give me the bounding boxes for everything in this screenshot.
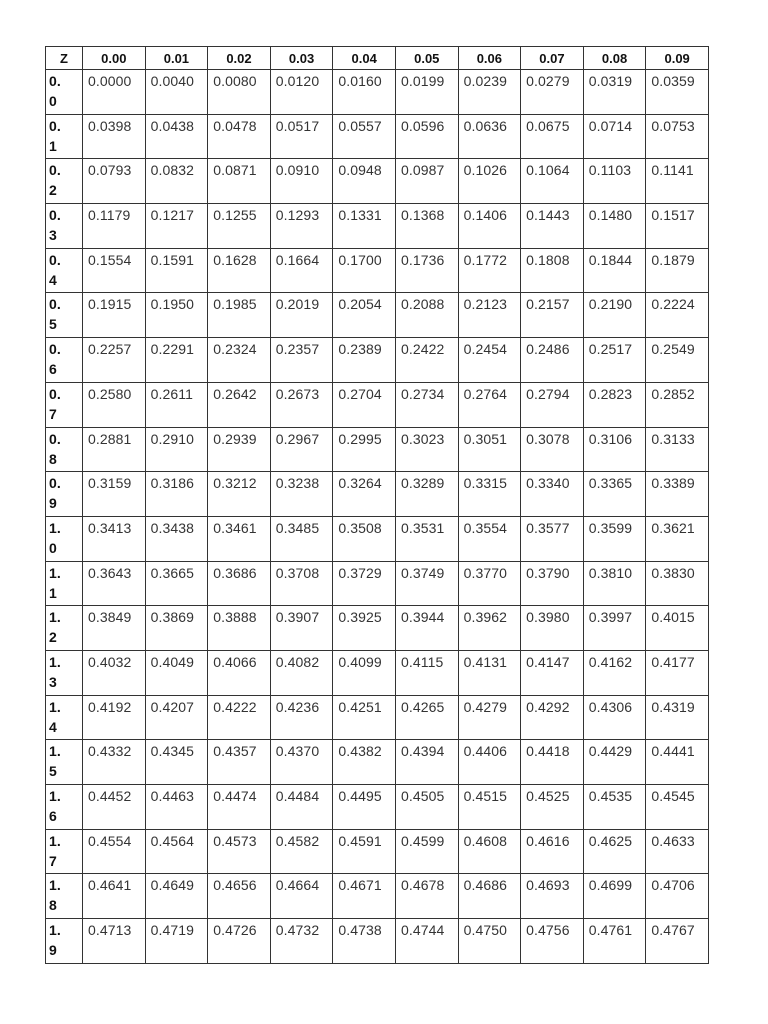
probability-cell: 0.3554 [458, 516, 521, 561]
probability-cell: 0.1217 [145, 204, 208, 249]
probability-cell: 0.1331 [333, 204, 396, 249]
probability-cell: 0.1664 [270, 248, 333, 293]
z-value-part: 0. [49, 251, 61, 268]
probability-cell: 0.3643 [83, 561, 146, 606]
z-value-part: 3 [49, 227, 57, 244]
probability-cell: 0.4671 [333, 874, 396, 919]
z-value-part: 0. [49, 341, 61, 358]
z-value-part: 0. [49, 296, 61, 313]
probability-cell: 0.2422 [395, 338, 458, 383]
probability-cell: 0.4192 [83, 695, 146, 740]
probability-cell: 0.4744 [395, 919, 458, 964]
probability-cell: 0.4345 [145, 740, 208, 785]
probability-cell: 0.2995 [333, 427, 396, 472]
table-row [46, 293, 709, 338]
z-score-table [45, 46, 709, 964]
probability-cell: 0.1064 [521, 159, 584, 204]
probability-cell: 0.2881 [83, 427, 146, 472]
probability-cell: 0.3340 [521, 472, 584, 517]
table-row [46, 561, 709, 606]
probability-cell: 0.3365 [583, 472, 646, 517]
probability-cell: 0.4474 [208, 785, 271, 830]
table-row [46, 70, 709, 115]
probability-cell: 0.4649 [145, 874, 208, 919]
probability-cell: 0.0120 [270, 70, 333, 115]
probability-cell: 0.1808 [521, 248, 584, 293]
header-column-9: 0.08 [583, 47, 646, 70]
probability-cell: 0.0438 [145, 114, 208, 159]
probability-cell: 0.1293 [270, 204, 333, 249]
table-row [46, 472, 709, 517]
probability-cell: 0.4015 [646, 606, 709, 651]
probability-cell: 0.3315 [458, 472, 521, 517]
probability-cell: 0.1591 [145, 248, 208, 293]
z-value-part: 0. [49, 117, 61, 134]
header-column-5: 0.04 [333, 47, 396, 70]
probability-cell: 0.0517 [270, 114, 333, 159]
probability-cell: 0.4564 [145, 829, 208, 874]
probability-cell: 0.4441 [646, 740, 709, 785]
probability-cell: 0.0948 [333, 159, 396, 204]
probability-cell: 0.3621 [646, 516, 709, 561]
probability-cell: 0.0279 [521, 70, 584, 115]
probability-cell: 0.3078 [521, 427, 584, 472]
z-value-part: 0. [49, 475, 61, 492]
probability-cell: 0.1772 [458, 248, 521, 293]
probability-cell: 0.3531 [395, 516, 458, 561]
probability-cell: 0.4706 [646, 874, 709, 919]
probability-cell: 0.0793 [83, 159, 146, 204]
probability-cell: 0.1915 [83, 293, 146, 338]
probability-cell: 0.0160 [333, 70, 396, 115]
z-value-part: 6 [49, 361, 57, 378]
probability-cell: 0.1950 [145, 293, 208, 338]
z-value-cell [46, 248, 83, 293]
probability-cell: 0.0239 [458, 70, 521, 115]
z-value-part: 0. [49, 385, 61, 402]
probability-cell: 0.3980 [521, 606, 584, 651]
probability-cell: 0.0596 [395, 114, 458, 159]
probability-cell: 0.2486 [521, 338, 584, 383]
z-value-part: 1. [49, 609, 61, 626]
header-column-1: 0.00 [83, 47, 146, 70]
probability-cell: 0.3508 [333, 516, 396, 561]
probability-cell: 0.4049 [145, 650, 208, 695]
probability-cell: 0.4515 [458, 785, 521, 830]
table-row [46, 606, 709, 651]
z-value-cell [46, 874, 83, 919]
probability-cell: 0.4279 [458, 695, 521, 740]
probability-cell: 0.4131 [458, 650, 521, 695]
probability-cell: 0.4115 [395, 650, 458, 695]
probability-cell: 0.2967 [270, 427, 333, 472]
table-row [46, 785, 709, 830]
probability-cell: 0.4370 [270, 740, 333, 785]
probability-cell: 0.0000 [83, 70, 146, 115]
probability-cell: 0.4545 [646, 785, 709, 830]
probability-cell: 0.0636 [458, 114, 521, 159]
probability-cell: 0.4738 [333, 919, 396, 964]
z-value-part: 9 [49, 495, 57, 512]
probability-cell: 0.0478 [208, 114, 271, 159]
probability-cell: 0.1255 [208, 204, 271, 249]
probability-cell: 0.1406 [458, 204, 521, 249]
probability-cell: 0.1368 [395, 204, 458, 249]
probability-cell: 0.2642 [208, 382, 271, 427]
probability-cell: 0.2734 [395, 382, 458, 427]
probability-cell: 0.0319 [583, 70, 646, 115]
probability-cell: 0.4582 [270, 829, 333, 874]
header-column-10: 0.09 [646, 47, 709, 70]
z-value-part: 7 [49, 852, 57, 869]
probability-cell: 0.3599 [583, 516, 646, 561]
probability-cell: 0.4463 [145, 785, 208, 830]
z-value-part: 3 [49, 673, 57, 690]
probability-cell: 0.1480 [583, 204, 646, 249]
probability-cell: 0.3186 [145, 472, 208, 517]
table-row [46, 382, 709, 427]
header-column-8: 0.07 [521, 47, 584, 70]
probability-cell: 0.3749 [395, 561, 458, 606]
probability-cell: 0.4332 [83, 740, 146, 785]
probability-cell: 0.4452 [83, 785, 146, 830]
z-value-cell [46, 114, 83, 159]
probability-cell: 0.4641 [83, 874, 146, 919]
z-value-part: 9 [49, 942, 57, 959]
probability-cell: 0.3577 [521, 516, 584, 561]
probability-cell: 0.4732 [270, 919, 333, 964]
z-value-part: 7 [49, 405, 57, 422]
header-column-6: 0.05 [395, 47, 458, 70]
probability-cell: 0.0675 [521, 114, 584, 159]
probability-cell: 0.0871 [208, 159, 271, 204]
z-value-cell [46, 293, 83, 338]
probability-cell: 0.4573 [208, 829, 271, 874]
probability-cell: 0.4207 [145, 695, 208, 740]
probability-cell: 0.4599 [395, 829, 458, 874]
table-row [46, 650, 709, 695]
z-value-part: 1. [49, 832, 61, 849]
probability-cell: 0.2611 [145, 382, 208, 427]
z-value-part: 5 [49, 316, 57, 333]
probability-cell: 0.3438 [145, 516, 208, 561]
probability-cell: 0.3665 [145, 561, 208, 606]
z-value-cell [46, 338, 83, 383]
probability-cell: 0.3159 [83, 472, 146, 517]
table-row [46, 159, 709, 204]
z-value-cell [46, 516, 83, 561]
probability-cell: 0.0557 [333, 114, 396, 159]
probability-cell: 0.1443 [521, 204, 584, 249]
probability-cell: 0.2088 [395, 293, 458, 338]
probability-cell: 0.4750 [458, 919, 521, 964]
probability-cell: 0.4306 [583, 695, 646, 740]
z-value-part: 1 [49, 137, 57, 154]
probability-cell: 0.2673 [270, 382, 333, 427]
z-value-cell [46, 606, 83, 651]
table-row [46, 695, 709, 740]
probability-cell: 0.3925 [333, 606, 396, 651]
z-value-cell [46, 650, 83, 695]
z-value-part: 1. [49, 877, 61, 894]
z-value-part: 0. [49, 430, 61, 447]
probability-cell: 0.1700 [333, 248, 396, 293]
probability-cell: 0.2291 [145, 338, 208, 383]
probability-cell: 0.4147 [521, 650, 584, 695]
z-value-part: 5 [49, 763, 57, 780]
probability-cell: 0.4251 [333, 695, 396, 740]
z-value-part: 0 [49, 93, 57, 109]
probability-cell: 0.1141 [646, 159, 709, 204]
probability-cell: 0.2190 [583, 293, 646, 338]
z-value-part: 1. [49, 922, 61, 939]
probability-cell: 0.1103 [583, 159, 646, 204]
probability-cell: 0.3413 [83, 516, 146, 561]
probability-cell: 0.2224 [646, 293, 709, 338]
probability-cell: 0.4066 [208, 650, 271, 695]
z-value-cell [46, 561, 83, 606]
probability-cell: 0.4591 [333, 829, 396, 874]
z-value-part: 0 [49, 539, 57, 556]
probability-cell: 0.3888 [208, 606, 271, 651]
probability-cell: 0.4767 [646, 919, 709, 964]
table-body [46, 70, 709, 964]
probability-cell: 0.3997 [583, 606, 646, 651]
z-value-cell [46, 70, 83, 115]
table-row [46, 427, 709, 472]
probability-cell: 0.4719 [145, 919, 208, 964]
probability-cell: 0.1517 [646, 204, 709, 249]
table-row [46, 740, 709, 785]
probability-cell: 0.1844 [583, 248, 646, 293]
probability-cell: 0.0753 [646, 114, 709, 159]
probability-cell: 0.3810 [583, 561, 646, 606]
probability-cell: 0.3133 [646, 427, 709, 472]
probability-cell: 0.4082 [270, 650, 333, 695]
probability-cell: 0.3944 [395, 606, 458, 651]
z-value-part: 4 [49, 718, 57, 735]
probability-cell: 0.2549 [646, 338, 709, 383]
probability-cell: 0.1179 [83, 204, 146, 249]
probability-cell: 0.4761 [583, 919, 646, 964]
z-value-cell [46, 695, 83, 740]
probability-cell: 0.4236 [270, 695, 333, 740]
probability-cell: 0.1879 [646, 248, 709, 293]
header-column-2: 0.01 [145, 47, 208, 70]
z-value-part: 1. [49, 653, 61, 670]
z-value-part: 1. [49, 519, 61, 536]
probability-cell: 0.0987 [395, 159, 458, 204]
table-row [46, 114, 709, 159]
probability-cell: 0.3485 [270, 516, 333, 561]
probability-cell: 0.2157 [521, 293, 584, 338]
probability-cell: 0.0832 [145, 159, 208, 204]
header-z: Z [46, 47, 83, 70]
probability-cell: 0.3289 [395, 472, 458, 517]
probability-cell: 0.4099 [333, 650, 396, 695]
probability-cell: 0.4713 [83, 919, 146, 964]
probability-cell: 0.4726 [208, 919, 271, 964]
z-value-part: 2 [49, 629, 57, 646]
probability-cell: 0.4664 [270, 874, 333, 919]
probability-cell: 0.4032 [83, 650, 146, 695]
probability-cell: 0.4162 [583, 650, 646, 695]
probability-cell: 0.4656 [208, 874, 271, 919]
probability-cell: 0.4616 [521, 829, 584, 874]
probability-cell: 0.2764 [458, 382, 521, 427]
header-column-4: 0.03 [270, 47, 333, 70]
z-value-part: 1. [49, 698, 61, 715]
probability-cell: 0.1554 [83, 248, 146, 293]
probability-cell: 0.3790 [521, 561, 584, 606]
probability-cell: 0.3869 [145, 606, 208, 651]
probability-cell: 0.3686 [208, 561, 271, 606]
probability-cell: 0.4429 [583, 740, 646, 785]
probability-cell: 0.0040 [145, 70, 208, 115]
table-row [46, 874, 709, 919]
probability-cell: 0.1628 [208, 248, 271, 293]
z-value-part: 0. [49, 73, 61, 89]
z-value-part: 1 [49, 584, 57, 601]
probability-cell: 0.2939 [208, 427, 271, 472]
probability-cell: 0.2794 [521, 382, 584, 427]
probability-cell: 0.2852 [646, 382, 709, 427]
probability-cell: 0.4693 [521, 874, 584, 919]
probability-cell: 0.4525 [521, 785, 584, 830]
table-row [46, 516, 709, 561]
table-row [46, 919, 709, 964]
probability-cell: 0.3023 [395, 427, 458, 472]
probability-cell: 0.4382 [333, 740, 396, 785]
probability-cell: 0.4484 [270, 785, 333, 830]
probability-cell: 0.4625 [583, 829, 646, 874]
probability-cell: 0.3770 [458, 561, 521, 606]
probability-cell: 0.0910 [270, 159, 333, 204]
probability-cell: 0.2389 [333, 338, 396, 383]
probability-cell: 0.2019 [270, 293, 333, 338]
z-value-part: 2 [49, 182, 57, 199]
z-value-cell [46, 472, 83, 517]
probability-cell: 0.4554 [83, 829, 146, 874]
probability-cell: 0.2454 [458, 338, 521, 383]
probability-cell: 0.4319 [646, 695, 709, 740]
probability-cell: 0.4357 [208, 740, 271, 785]
z-value-part: 6 [49, 808, 57, 824]
z-value-part: 8 [49, 897, 57, 914]
table-row [46, 204, 709, 249]
probability-cell: 0.3461 [208, 516, 271, 561]
z-value-cell [46, 204, 83, 249]
probability-cell: 0.4505 [395, 785, 458, 830]
probability-cell: 0.2123 [458, 293, 521, 338]
z-value-part: 1. [49, 788, 61, 804]
probability-cell: 0.1985 [208, 293, 271, 338]
probability-cell: 0.3389 [646, 472, 709, 517]
probability-cell: 0.2910 [145, 427, 208, 472]
probability-cell: 0.4406 [458, 740, 521, 785]
probability-cell: 0.4292 [521, 695, 584, 740]
probability-cell: 0.4535 [583, 785, 646, 830]
probability-cell: 0.3962 [458, 606, 521, 651]
z-value-cell [46, 829, 83, 874]
probability-cell: 0.2324 [208, 338, 271, 383]
probability-cell: 0.3729 [333, 561, 396, 606]
table-row [46, 829, 709, 874]
probability-cell: 0.3907 [270, 606, 333, 651]
probability-cell: 0.3830 [646, 561, 709, 606]
probability-cell: 0.0714 [583, 114, 646, 159]
probability-cell: 0.3849 [83, 606, 146, 651]
table-row [46, 248, 709, 293]
probability-cell: 0.4177 [646, 650, 709, 695]
probability-cell: 0.3051 [458, 427, 521, 472]
z-value-cell [46, 740, 83, 785]
probability-cell: 0.4678 [395, 874, 458, 919]
z-value-cell [46, 382, 83, 427]
table-row [46, 338, 709, 383]
probability-cell: 0.0398 [83, 114, 146, 159]
probability-cell: 0.4418 [521, 740, 584, 785]
probability-cell: 0.4265 [395, 695, 458, 740]
probability-cell: 0.2357 [270, 338, 333, 383]
z-value-part: 1. [49, 743, 61, 760]
probability-cell: 0.3106 [583, 427, 646, 472]
probability-cell: 0.4686 [458, 874, 521, 919]
probability-cell: 0.4699 [583, 874, 646, 919]
probability-cell: 0.3238 [270, 472, 333, 517]
probability-cell: 0.4608 [458, 829, 521, 874]
probability-cell: 0.3264 [333, 472, 396, 517]
table-header [46, 47, 709, 70]
header-column-7: 0.06 [458, 47, 521, 70]
probability-cell: 0.4495 [333, 785, 396, 830]
z-value-part: 0. [49, 207, 61, 224]
z-value-cell [46, 159, 83, 204]
probability-cell: 0.2823 [583, 382, 646, 427]
probability-cell: 0.2517 [583, 338, 646, 383]
z-value-part: 4 [49, 271, 57, 288]
probability-cell: 0.2257 [83, 338, 146, 383]
probability-cell: 0.2054 [333, 293, 396, 338]
z-value-cell [46, 785, 83, 830]
probability-cell: 0.1736 [395, 248, 458, 293]
probability-cell: 0.1026 [458, 159, 521, 204]
probability-cell: 0.0199 [395, 70, 458, 115]
z-value-part: 0. [49, 162, 61, 179]
probability-cell: 0.4222 [208, 695, 271, 740]
z-value-part: 8 [49, 450, 57, 467]
probability-cell: 0.2704 [333, 382, 396, 427]
probability-cell: 0.4756 [521, 919, 584, 964]
probability-cell: 0.0080 [208, 70, 271, 115]
probability-cell: 0.4394 [395, 740, 458, 785]
z-value-cell [46, 427, 83, 472]
header-row [46, 47, 709, 70]
probability-cell: 0.0359 [646, 70, 709, 115]
probability-cell: 0.4633 [646, 829, 709, 874]
probability-cell: 0.3708 [270, 561, 333, 606]
probability-cell: 0.3212 [208, 472, 271, 517]
header-column-3: 0.02 [208, 47, 271, 70]
probability-cell: 0.2580 [83, 382, 146, 427]
z-value-cell [46, 919, 83, 964]
z-value-part: 1. [49, 564, 61, 581]
